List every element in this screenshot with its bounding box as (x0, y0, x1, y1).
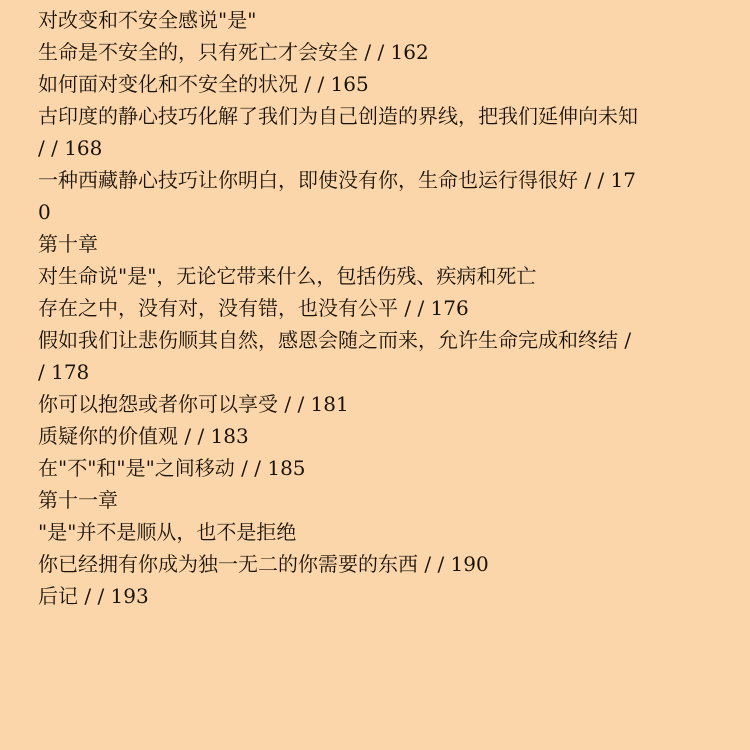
chapter-heading: 第十一章 (38, 488, 118, 512)
toc-line: / 178 (38, 360, 90, 384)
toc-line: 后记 / / 193 (38, 584, 149, 608)
toc-line: 生命是不安全的，只有死亡才会安全 / / 162 (38, 40, 429, 64)
toc-line: 质疑你的价值观 / / 183 (38, 424, 249, 448)
toc-line: 古印度的静心技巧化解了我们为自己创造的界线，把我们延伸向未知 (38, 104, 638, 128)
table-of-contents (38, 4, 718, 612)
toc-line: 你已经拥有你成为独一无二的你需要的东西 / / 190 (38, 552, 489, 576)
toc-line: 对改变和不安全感说"是" (38, 8, 257, 32)
toc-line: 如何面对变化和不安全的状况 / / 165 (38, 72, 369, 96)
chapter-heading: 第十章 (38, 232, 98, 256)
toc-line: 一种西藏静心技巧让你明白，即使没有你，生命也运行得很好 / / 17 (38, 168, 636, 192)
toc-line: 假如我们让悲伤顺其自然，感恩会随之而来，允许生命完成和终结 / (38, 328, 632, 352)
toc-line: 对生命说"是"，无论它带来什么，包括伤残、疾病和死亡 (38, 264, 537, 288)
toc-line: "是"并不是顺从，也不是拒绝 (38, 520, 297, 544)
toc-line: 在"不"和"是"之间移动 / / 185 (38, 456, 306, 480)
toc-line: / / 168 (38, 136, 103, 160)
toc-line: 你可以抱怨或者你可以享受 / / 181 (38, 392, 349, 416)
toc-line: 存在之中，没有对，没有错，也没有公平 / / 176 (38, 296, 469, 320)
toc-line: 0 (38, 200, 51, 224)
